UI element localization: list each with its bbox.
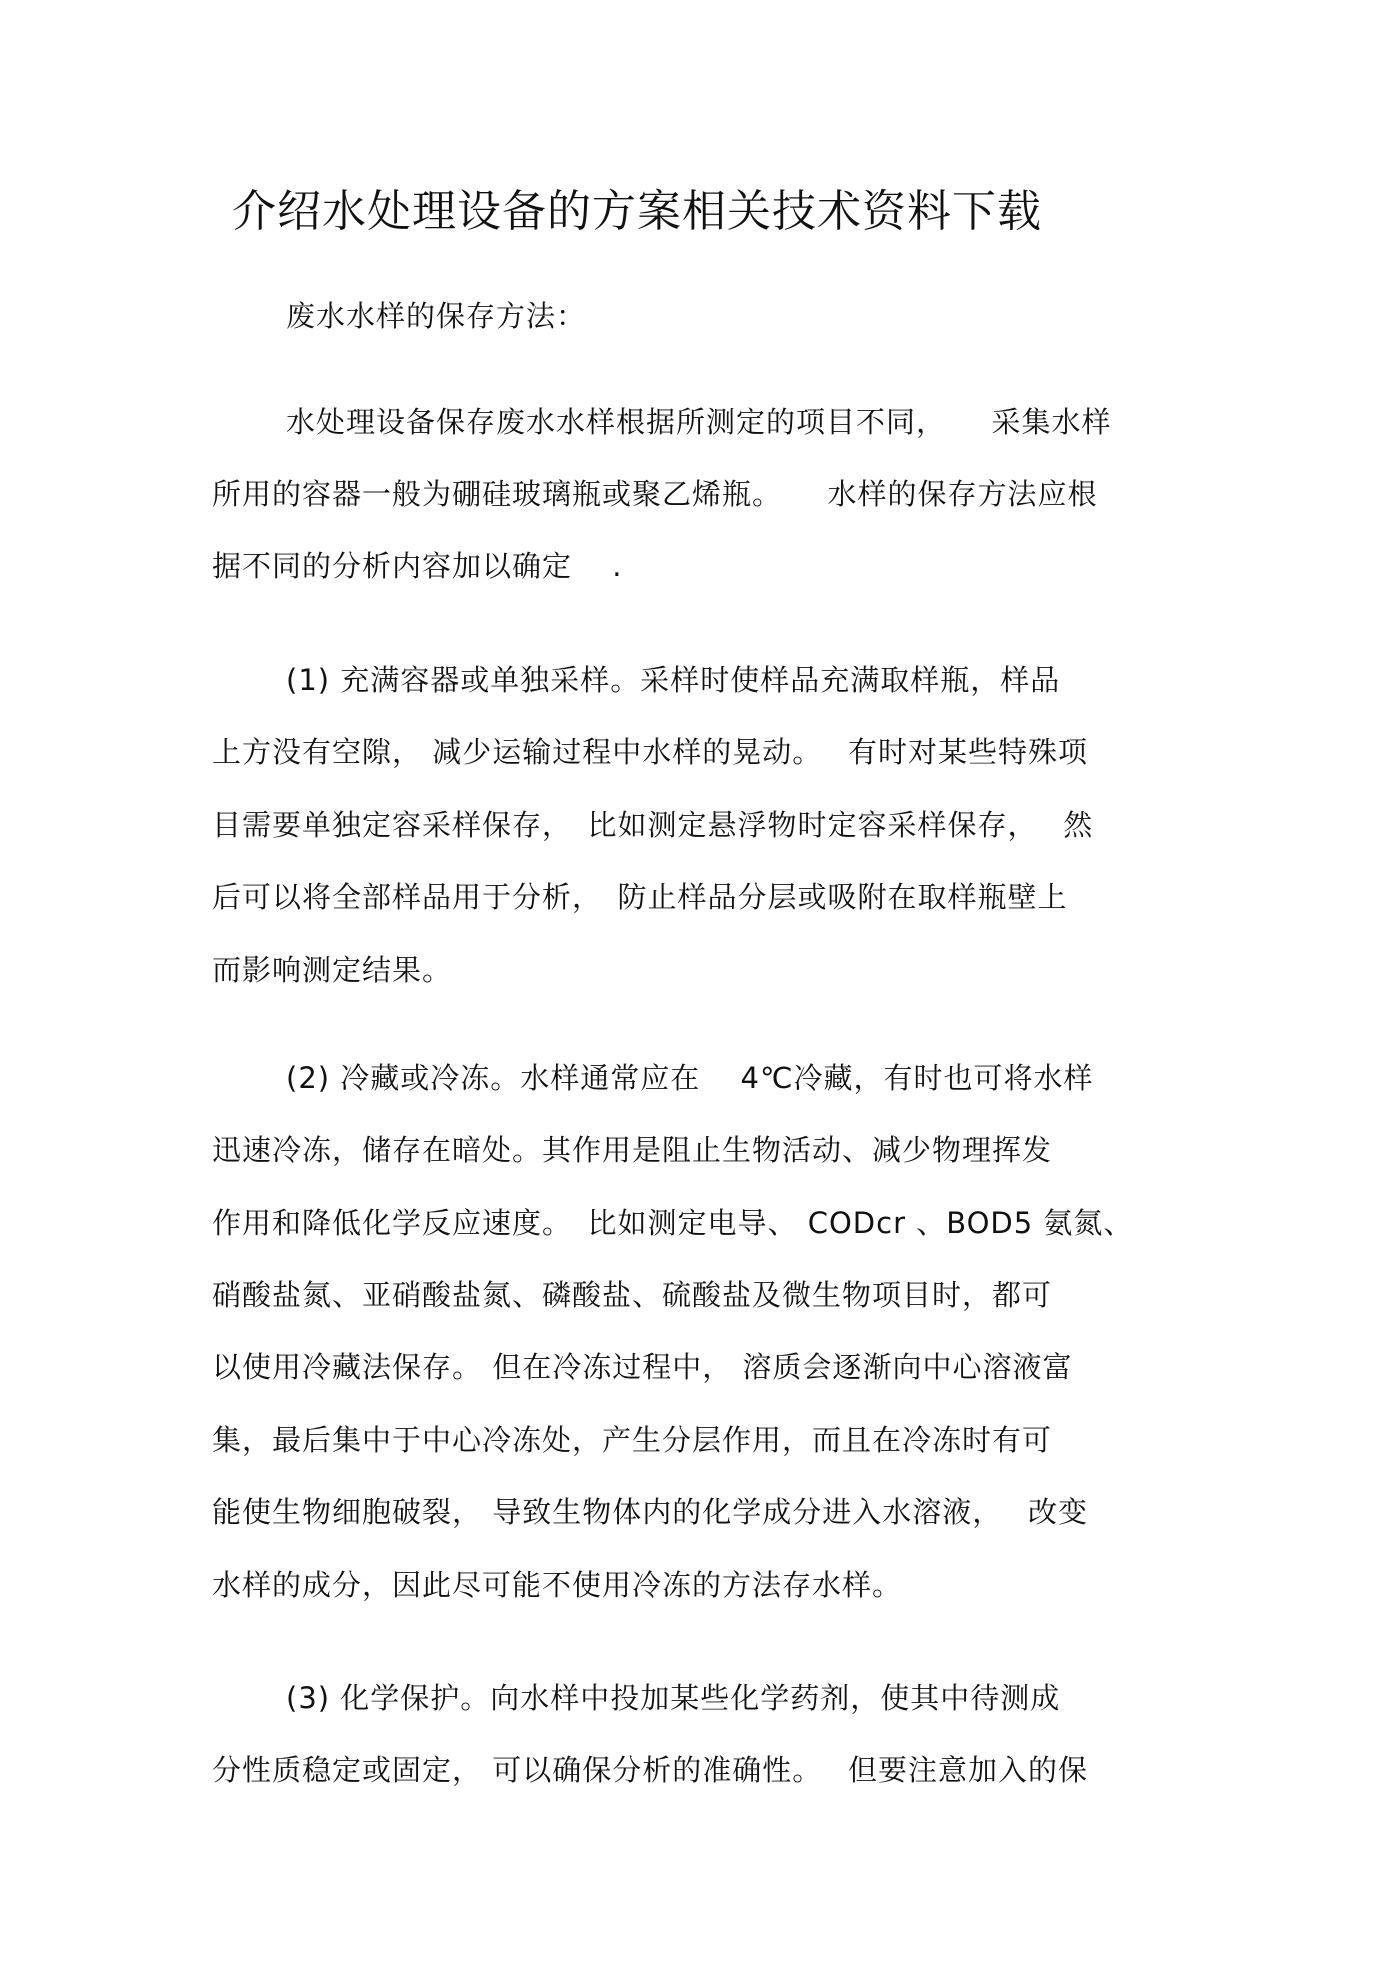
document-title: 介绍水处理设备的方案相关技术资料下载 <box>232 186 1042 237</box>
text-line: 上方没有空隙， 减少运输过程中水样的晃动。 有时对某些特殊项 <box>212 735 1088 769</box>
text-line: 所用的容器一般为硼硅玻璃瓶或聚乙烯瓶。 水样的保存方法应根 <box>212 477 1098 511</box>
text-line: 水处理设备保存废水水样根据所测定的项目不同， 采集水样 <box>286 405 1112 439</box>
text-line: 硝酸盐氮、亚硝酸盐氮、磷酸盐、硫酸盐及微生物项目时，都可 <box>212 1278 1053 1312</box>
text-line: 分性质稳定或固定， 可以确保分析的准确性。 但要注意加入的保 <box>212 1753 1088 1787</box>
text-line: 据不同的分析内容加以确定 . <box>212 549 623 583</box>
text-line: (3) 化学保护。向水样中投加某些化学药剂，使其中待测成 <box>286 1681 1061 1715</box>
text-line: 而影响测定结果。 <box>212 953 453 987</box>
text-line: 目需要单独定容采样保存， 比如测定悬浮物时定容采样保存， 然 <box>212 808 1094 842</box>
text-line: 集，最后集中于中心冷冻处，产生分层作用，而且在冷冻时有可 <box>212 1423 1053 1457</box>
text-line: 水样的成分，因此尽可能不使用冷冻的方法存水样。 <box>212 1568 903 1602</box>
text-line: 以使用冷藏法保存。 但在冷冻过程中， 溶质会逐渐向中心溶液富 <box>212 1350 1073 1384</box>
text-line: (1) 充满容器或单独采样。采样时使样品充满取样瓶，样品 <box>286 663 1061 697</box>
section-heading: 废水水样的保存方法： <box>286 299 587 333</box>
text-line: 后可以将全部样品用于分析， 防止样品分层或吸附在取样瓶壁上 <box>212 880 1068 914</box>
text-line: 作用和降低化学反应速度。 比如测定电导、 CODcr 、BOD5 氨氮、 <box>212 1206 1134 1240</box>
text-line: 能使生物细胞破裂， 导致生物体内的化学成分进入水溶液， 改变 <box>212 1495 1088 1529</box>
text-line: (2) 冷藏或冷冻。水样通常应在 4℃冷藏，有时也可将水样 <box>286 1061 1094 1095</box>
text-line: 迅速冷冻，储存在暗处。其作用是阻止生物活动、减少物理挥发 <box>212 1133 1053 1167</box>
